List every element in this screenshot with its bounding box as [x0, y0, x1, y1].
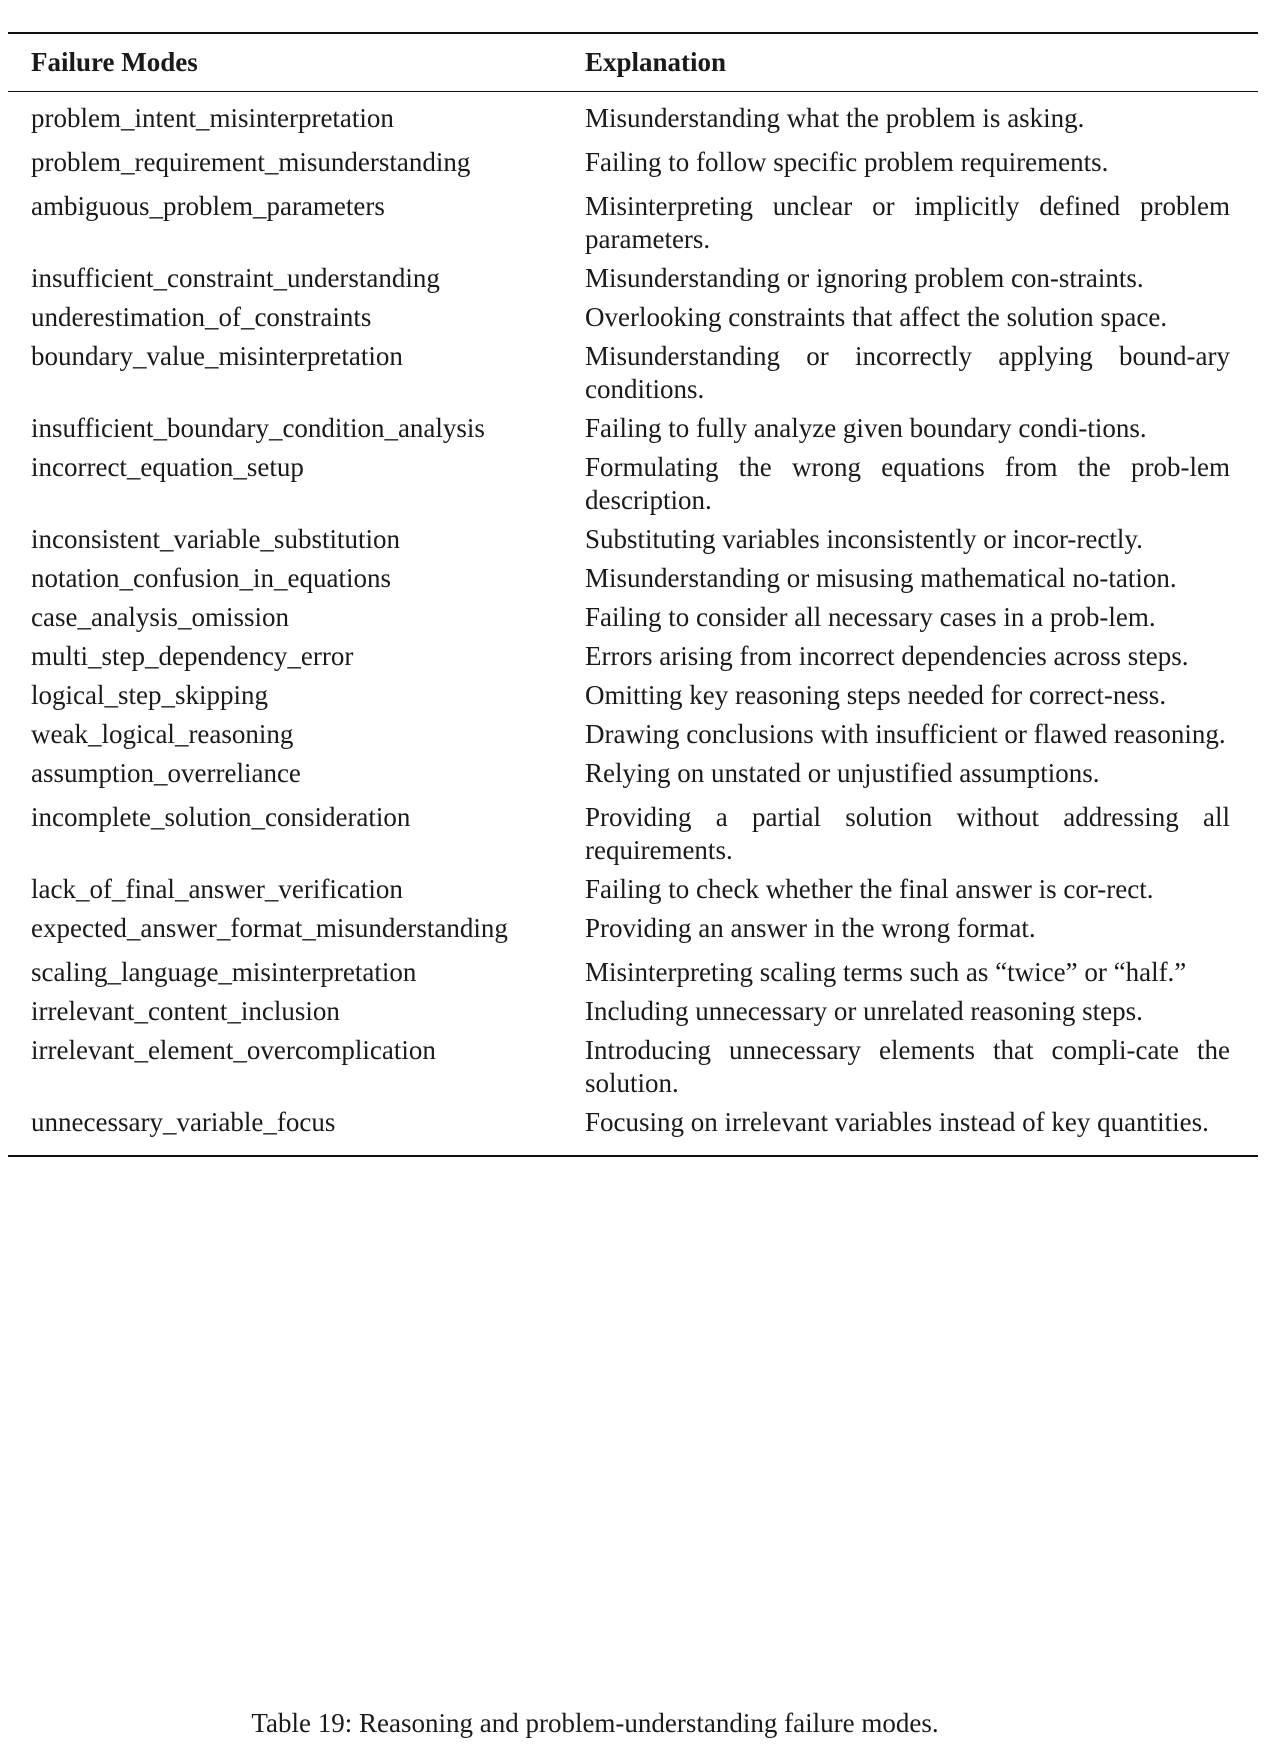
failure-mode-cell: weak_logical_reasoning: [31, 719, 294, 749]
failure-modes-table: [8, 32, 1258, 1157]
explanation-cell: Failing to consider all necessary cases in a prob-lem.: [585, 602, 1156, 632]
table-row: [8, 1034, 1258, 1100]
header-failure-modes: Failure Modes: [31, 47, 198, 77]
failure-mode-cell: case_analysis_omission: [31, 602, 289, 632]
failure-mode-cell: problem_intent_misinterpretation: [31, 103, 394, 133]
failure-mode-cell: underestimation_of_constraints: [31, 302, 372, 332]
explanation-cell: Formulating the wrong equations from the prob-lem description.: [585, 452, 1230, 515]
explanation-cell: Failing to check whether the final answer is cor-rect.: [585, 874, 1154, 904]
table-row: [8, 679, 1258, 712]
header-explanation: Explanation: [585, 47, 727, 77]
failure-mode-cell: notation_confusion_in_equations: [31, 563, 391, 593]
explanation-cell: Failing to follow specific problem requirements.: [585, 147, 1109, 177]
table-row: [8, 190, 1258, 256]
failure-mode-cell: ambiguous_problem_parameters: [31, 191, 385, 221]
table-caption: Table 19: Reasoning and problem-understanding failure modes.: [251, 1708, 939, 1738]
table-row: [8, 873, 1258, 906]
failure-mode-cell: logical_step_skipping: [31, 680, 268, 710]
table-row: [8, 301, 1258, 334]
explanation-cell: Omitting key reasoning steps needed for correct-ness.: [585, 680, 1167, 710]
explanation-cell: Drawing conclusions with insufficient or flawed reasoning.: [585, 719, 1226, 749]
explanation-cell: Providing an answer in the wrong format.: [585, 913, 1036, 943]
explanation-cell: Failing to fully analyze given boundary condi-tions.: [585, 413, 1147, 443]
explanation-cell: Misunderstanding what the problem is asking.: [585, 103, 1085, 133]
table-row: [8, 340, 1258, 406]
table-row: [8, 523, 1258, 556]
explanation-cell: Including unnecessary or unrelated reasoning steps.: [585, 996, 1143, 1026]
table-row: [8, 262, 1258, 295]
failure-mode-cell: assumption_overreliance: [31, 758, 301, 788]
table-row: [8, 412, 1258, 445]
failure-mode-cell: scaling_language_misinterpretation: [31, 957, 417, 987]
failure-mode-cell: incomplete_solution_consideration: [31, 802, 411, 832]
failure-mode-cell: expected_answer_format_misunderstanding: [31, 913, 508, 943]
table-row: [8, 718, 1258, 751]
explanation-cell: Misunderstanding or incorrectly applying bound-ary conditions.: [585, 341, 1230, 404]
table-row: [8, 801, 1258, 867]
failure-mode-cell: lack_of_final_answer_verification: [31, 874, 403, 904]
table-row: [8, 640, 1258, 673]
table-row: [8, 146, 1258, 179]
table-row: [8, 956, 1258, 989]
explanation-cell: Focusing on irrelevant variables instead of key quantities.: [585, 1107, 1209, 1137]
failure-mode-cell: incorrect_equation_setup: [31, 452, 304, 482]
failure-mode-cell: inconsistent_variable_substitution: [31, 524, 400, 554]
explanation-cell: Misinterpreting scaling terms such as “twice” or “half.”: [585, 957, 1187, 987]
table-row: [8, 1106, 1258, 1139]
explanation-cell: Overlooking constraints that affect the solution space.: [585, 302, 1168, 332]
explanation-cell: Errors arising from incorrect dependencies across steps.: [585, 641, 1189, 671]
table-body: [8, 92, 1258, 1155]
failure-mode-cell: problem_requirement_misunderstanding: [31, 147, 471, 177]
failure-mode-cell: unnecessary_variable_focus: [31, 1107, 336, 1137]
table-header: [8, 34, 1258, 91]
failure-mode-cell: insufficient_boundary_condition_analysis: [31, 413, 485, 443]
table-row: [8, 912, 1258, 945]
table-row: [8, 601, 1258, 634]
explanation-cell: Relying on unstated or unjustified assumptions.: [585, 758, 1100, 788]
failure-mode-cell: irrelevant_element_overcomplication: [31, 1035, 436, 1065]
failure-mode-cell: multi_step_dependency_error: [31, 641, 354, 671]
failure-mode-cell: boundary_value_misinterpretation: [31, 341, 403, 371]
table-row: [8, 995, 1258, 1028]
explanation-cell: Misunderstanding or misusing mathematical no-tation.: [585, 563, 1177, 593]
explanation-cell: Misinterpreting unclear or implicitly defined problem parameters.: [585, 191, 1230, 254]
explanation-cell: Substituting variables inconsistently or incor-rectly.: [585, 524, 1143, 554]
bottom-rule: [8, 1155, 1258, 1157]
failure-mode-cell: irrelevant_content_inclusion: [31, 996, 340, 1026]
table-row: [8, 757, 1258, 790]
explanation-cell: Introducing unnecessary elements that compli-cate the solution.: [585, 1035, 1230, 1098]
explanation-cell: Providing a partial solution without addressing all requirements.: [585, 802, 1230, 865]
table-row: [8, 451, 1258, 517]
failure-mode-cell: insufficient_constraint_understanding: [31, 263, 440, 293]
table-row: [8, 562, 1258, 595]
table-row: [8, 102, 1258, 135]
explanation-cell: Misunderstanding or ignoring problem con-straints.: [585, 263, 1144, 293]
